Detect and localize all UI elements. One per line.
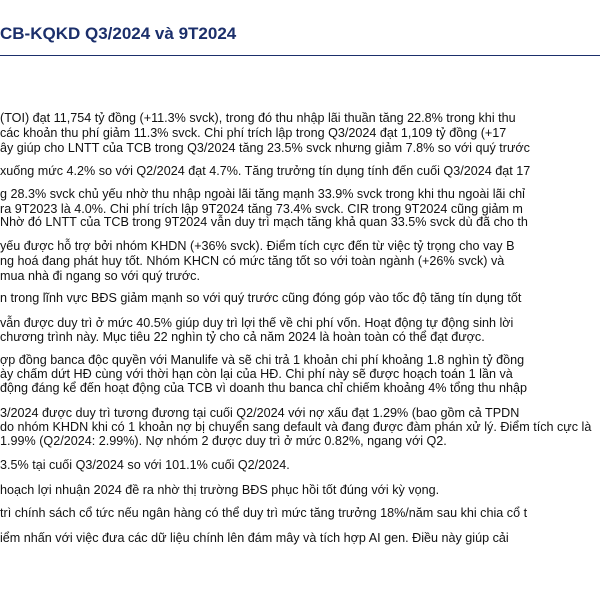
body-line: các khoản thu phí giảm 11.3% svck. Chi phí trích lập trong Q3/2024 đạt 1,109 tỷ đồng (+17: [0, 126, 507, 140]
body-line: trì chính sách cổ tức nếu ngân hàng có thể duy trì mức tăng trưởng 18%/năm sau khi chia cổ t: [0, 506, 528, 520]
body-line: 3/2024 được duy trì tương đương tại cuối Q2/2024 với nợ xấu đạt 1.29% (bao gồm cả TPDN: [0, 406, 520, 420]
body-line: (TOI) đạt 11,754 tỷ đồng (+11.3% svck), trong đó thu nhập lãi thuần tăng 22.8% trong khi thu: [0, 111, 516, 125]
report-title: CB-KQKD Q3/2024 và 9T2024: [0, 24, 237, 43]
body-line: yếu được hỗ trợ bởi nhóm KHDN (+36% svck). Điểm tích cực đến từ việc tỷ trọng cho vay B: [0, 239, 515, 253]
body-line: ra 9T2023 là 4.0%. Chi phí trích lập 9T2024 tăng 73.4% svck. CIR trong 9T2024 cũng giảm m: [0, 202, 523, 216]
body-line: iểm nhấn với việc đưa các dữ liệu chính lên đám mây và tích hợp AI gen. Điều này giúp cải: [0, 531, 509, 545]
body-line: vẫn được duy trì ở mức 40.5% giúp duy trì lợi thế về chi phí vốn. Hoạt động tự động sinh lời: [0, 316, 514, 330]
body-line: ày chấm dứt HĐ cùng với thời hạn còn lại của HĐ. Chi phí này sẽ được hoạch toán 1 lần và: [0, 367, 513, 381]
body-line: g 28.3% svck chủ yếu nhờ thu nhập ngoài lãi tăng mạnh 33.9% svck trong khi thu ngoài lãi chỉ: [0, 187, 525, 201]
body-line: n trong lĩnh vực BĐS giảm mạnh so với quý trước cũng đóng góp vào tốc độ tăng tín dụng tốt: [0, 291, 522, 305]
body-line: 1.99% (Q2/2024: 2.99%). Nợ nhóm 2 được duy trì ở mức 0.82%, ngang với Q2.: [0, 434, 447, 448]
body-line: ng hoá đang phát huy tốt. Nhóm KHCN có mức tăng tốt so với toàn ngành (+26% svck) và: [0, 254, 505, 268]
body-line: do nhóm KHDN khi có 1 khoản nợ bị chuyển sang default và đang được đàm phán xử lý. Điểm tích cực là: [0, 420, 592, 434]
body-line: ây giúp cho LNTT của TCB trong Q3/2024 tăng 23.5% svck nhưng giảm 7.8% so với quý trước: [0, 141, 530, 155]
body-line: mua nhà đi ngang so với quý trước.: [0, 269, 200, 283]
body-line: ợp đồng banca độc quyền với Manulife và sẽ chi trả 1 khoản chi phí khoảng 1.8 nghìn tỷ đồng: [0, 353, 525, 367]
body-line: xuống mức 4.2% so với Q2/2024 đạt 4.7%. Tăng trưởng tín dụng tính đến cuối Q3/2024 đạt 17: [0, 164, 531, 178]
body-line: chương trình này. Mục tiêu 22 nghìn tỷ cho cả năm 2024 là hoàn toàn có thể đạt được.: [0, 330, 485, 344]
body-line: 3.5% tại cuối Q3/2024 so với 101.1% cuối Q2/2024.: [0, 458, 290, 472]
body-line: Nhờ đó LNTT của TCB trong 9T2024 vẫn duy trì mạch tăng khả quan 33.5% svck dù đã cho th: [0, 215, 528, 229]
title-divider: [0, 55, 600, 56]
body-line: động đáng kể đến hoạt động của TCB vì doanh thu banca chỉ chiếm khoảng 4% tổng thu nhập: [0, 381, 528, 395]
body-line: hoạch lợi nhuận 2024 đề ra nhờ thị trường BĐS phục hồi tốt đúng với kỳ vọng.: [0, 483, 440, 497]
